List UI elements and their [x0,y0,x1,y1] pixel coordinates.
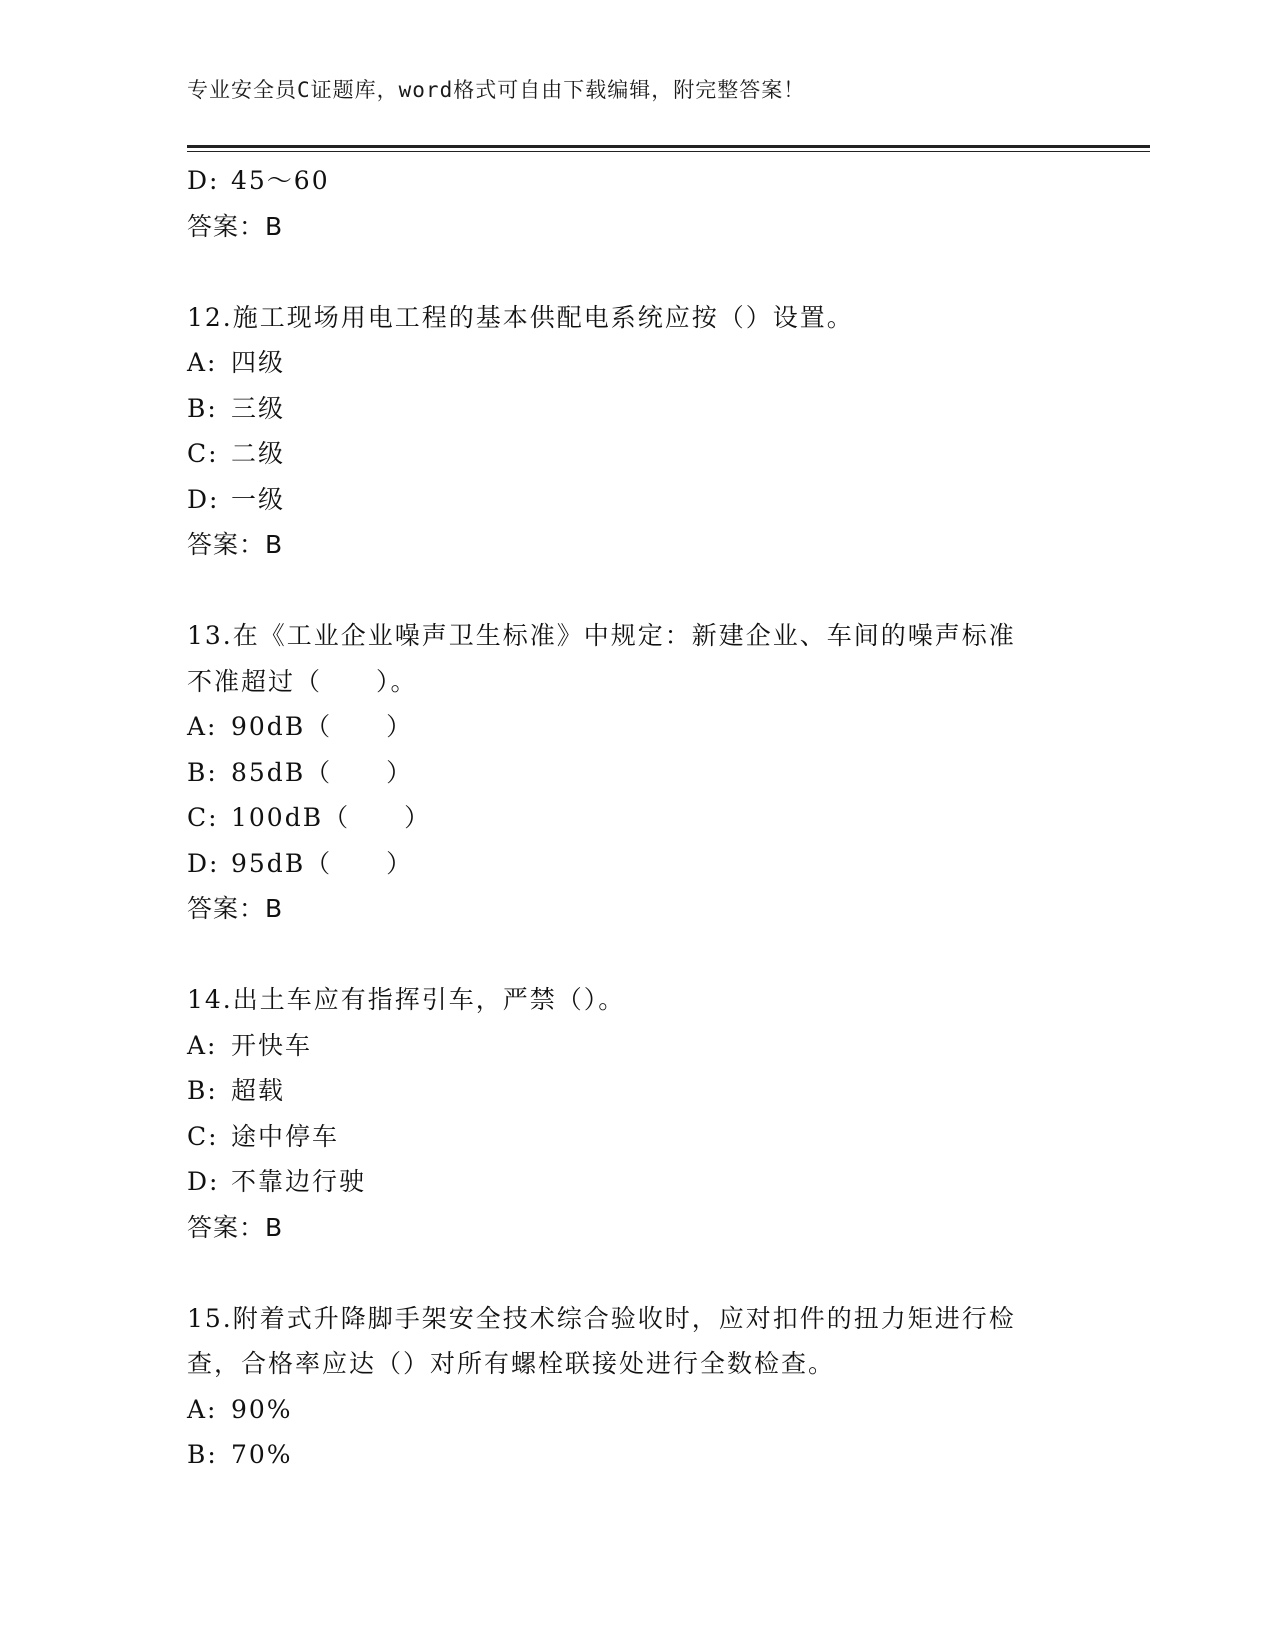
question-stem-continued: 不准超过（ ）。 [187,666,418,696]
question-stem: 14.出土车应有指挥引车，严禁（）。 [187,985,626,1014]
option-b [187,750,1087,796]
header-rule-thin [187,151,1150,152]
question-stem: 13.在《工业企业噪声卫生标准》中规定：新建企业、车间的噪声标准 [187,621,1016,650]
option-label: D: [187,484,220,514]
option-d [187,158,1087,204]
option-text: 100dB（ ） [231,803,432,832]
option-c [187,795,1087,841]
option-d [187,841,1087,887]
option-a [187,340,1087,386]
document-header: 专业安全员C证题库，word格式可自由下载编辑，附完整答案！ [187,78,806,102]
answer-line: 答案：B [187,894,284,923]
option-label: C: [187,439,219,468]
option-text: 45～60 [231,166,330,195]
header-rule-thick [187,145,1150,148]
option-label: A: [187,712,218,741]
option-text: 85dB（ ） [231,757,414,787]
option-label: C: [187,1121,219,1151]
option-text: 超载 [231,1076,286,1105]
option-label: B: [187,1440,218,1469]
option-label: D: [187,1167,220,1196]
question-stem-continued: 查，合格率应达（）对所有螺栓联接处进行全数检查。 [187,1349,836,1378]
answer-line: 答案：B [187,530,284,559]
option-label: D: [187,166,220,195]
option-a [187,1023,1087,1069]
option-text: 开快车 [231,1030,313,1060]
question-stem: 12.施工现场用电工程的基本供配电系统应按（）设置。 [187,302,854,332]
option-d [187,477,1087,523]
option-a [187,704,1087,750]
option-b [187,1432,1087,1478]
option-label: B: [187,393,218,423]
option-label: D: [187,848,220,878]
option-a [187,1387,1087,1433]
option-text: 70% [231,1440,293,1469]
option-label: B: [187,757,218,787]
answer-line: 答案：B [187,211,284,241]
option-text: 四级 [231,348,286,377]
option-label: B: [187,1076,218,1105]
option-c [187,1114,1087,1160]
option-text: 三级 [231,393,286,423]
option-b [187,386,1087,432]
option-text: 95dB（ ） [231,848,414,878]
question-list [187,158,1087,1478]
option-text: 途中停车 [231,1121,340,1151]
option-label: A: [187,348,218,377]
option-label: A: [187,1394,218,1424]
option-text: 一级 [231,484,286,514]
option-text: 不靠边行驶 [231,1167,367,1196]
option-b [187,1068,1087,1114]
option-text: 二级 [231,439,286,468]
answer-line: 答案：B [187,1212,284,1242]
option-label: A: [187,1030,218,1060]
option-label: C: [187,803,219,832]
option-c [187,431,1087,477]
option-text: 90dB（ ） [231,712,414,741]
option-text: 90% [231,1394,293,1424]
option-d [187,1159,1087,1205]
question-stem: 15.附着式升降脚手架安全技术综合验收时，应对扣件的扭力矩进行检 [187,1303,1016,1333]
